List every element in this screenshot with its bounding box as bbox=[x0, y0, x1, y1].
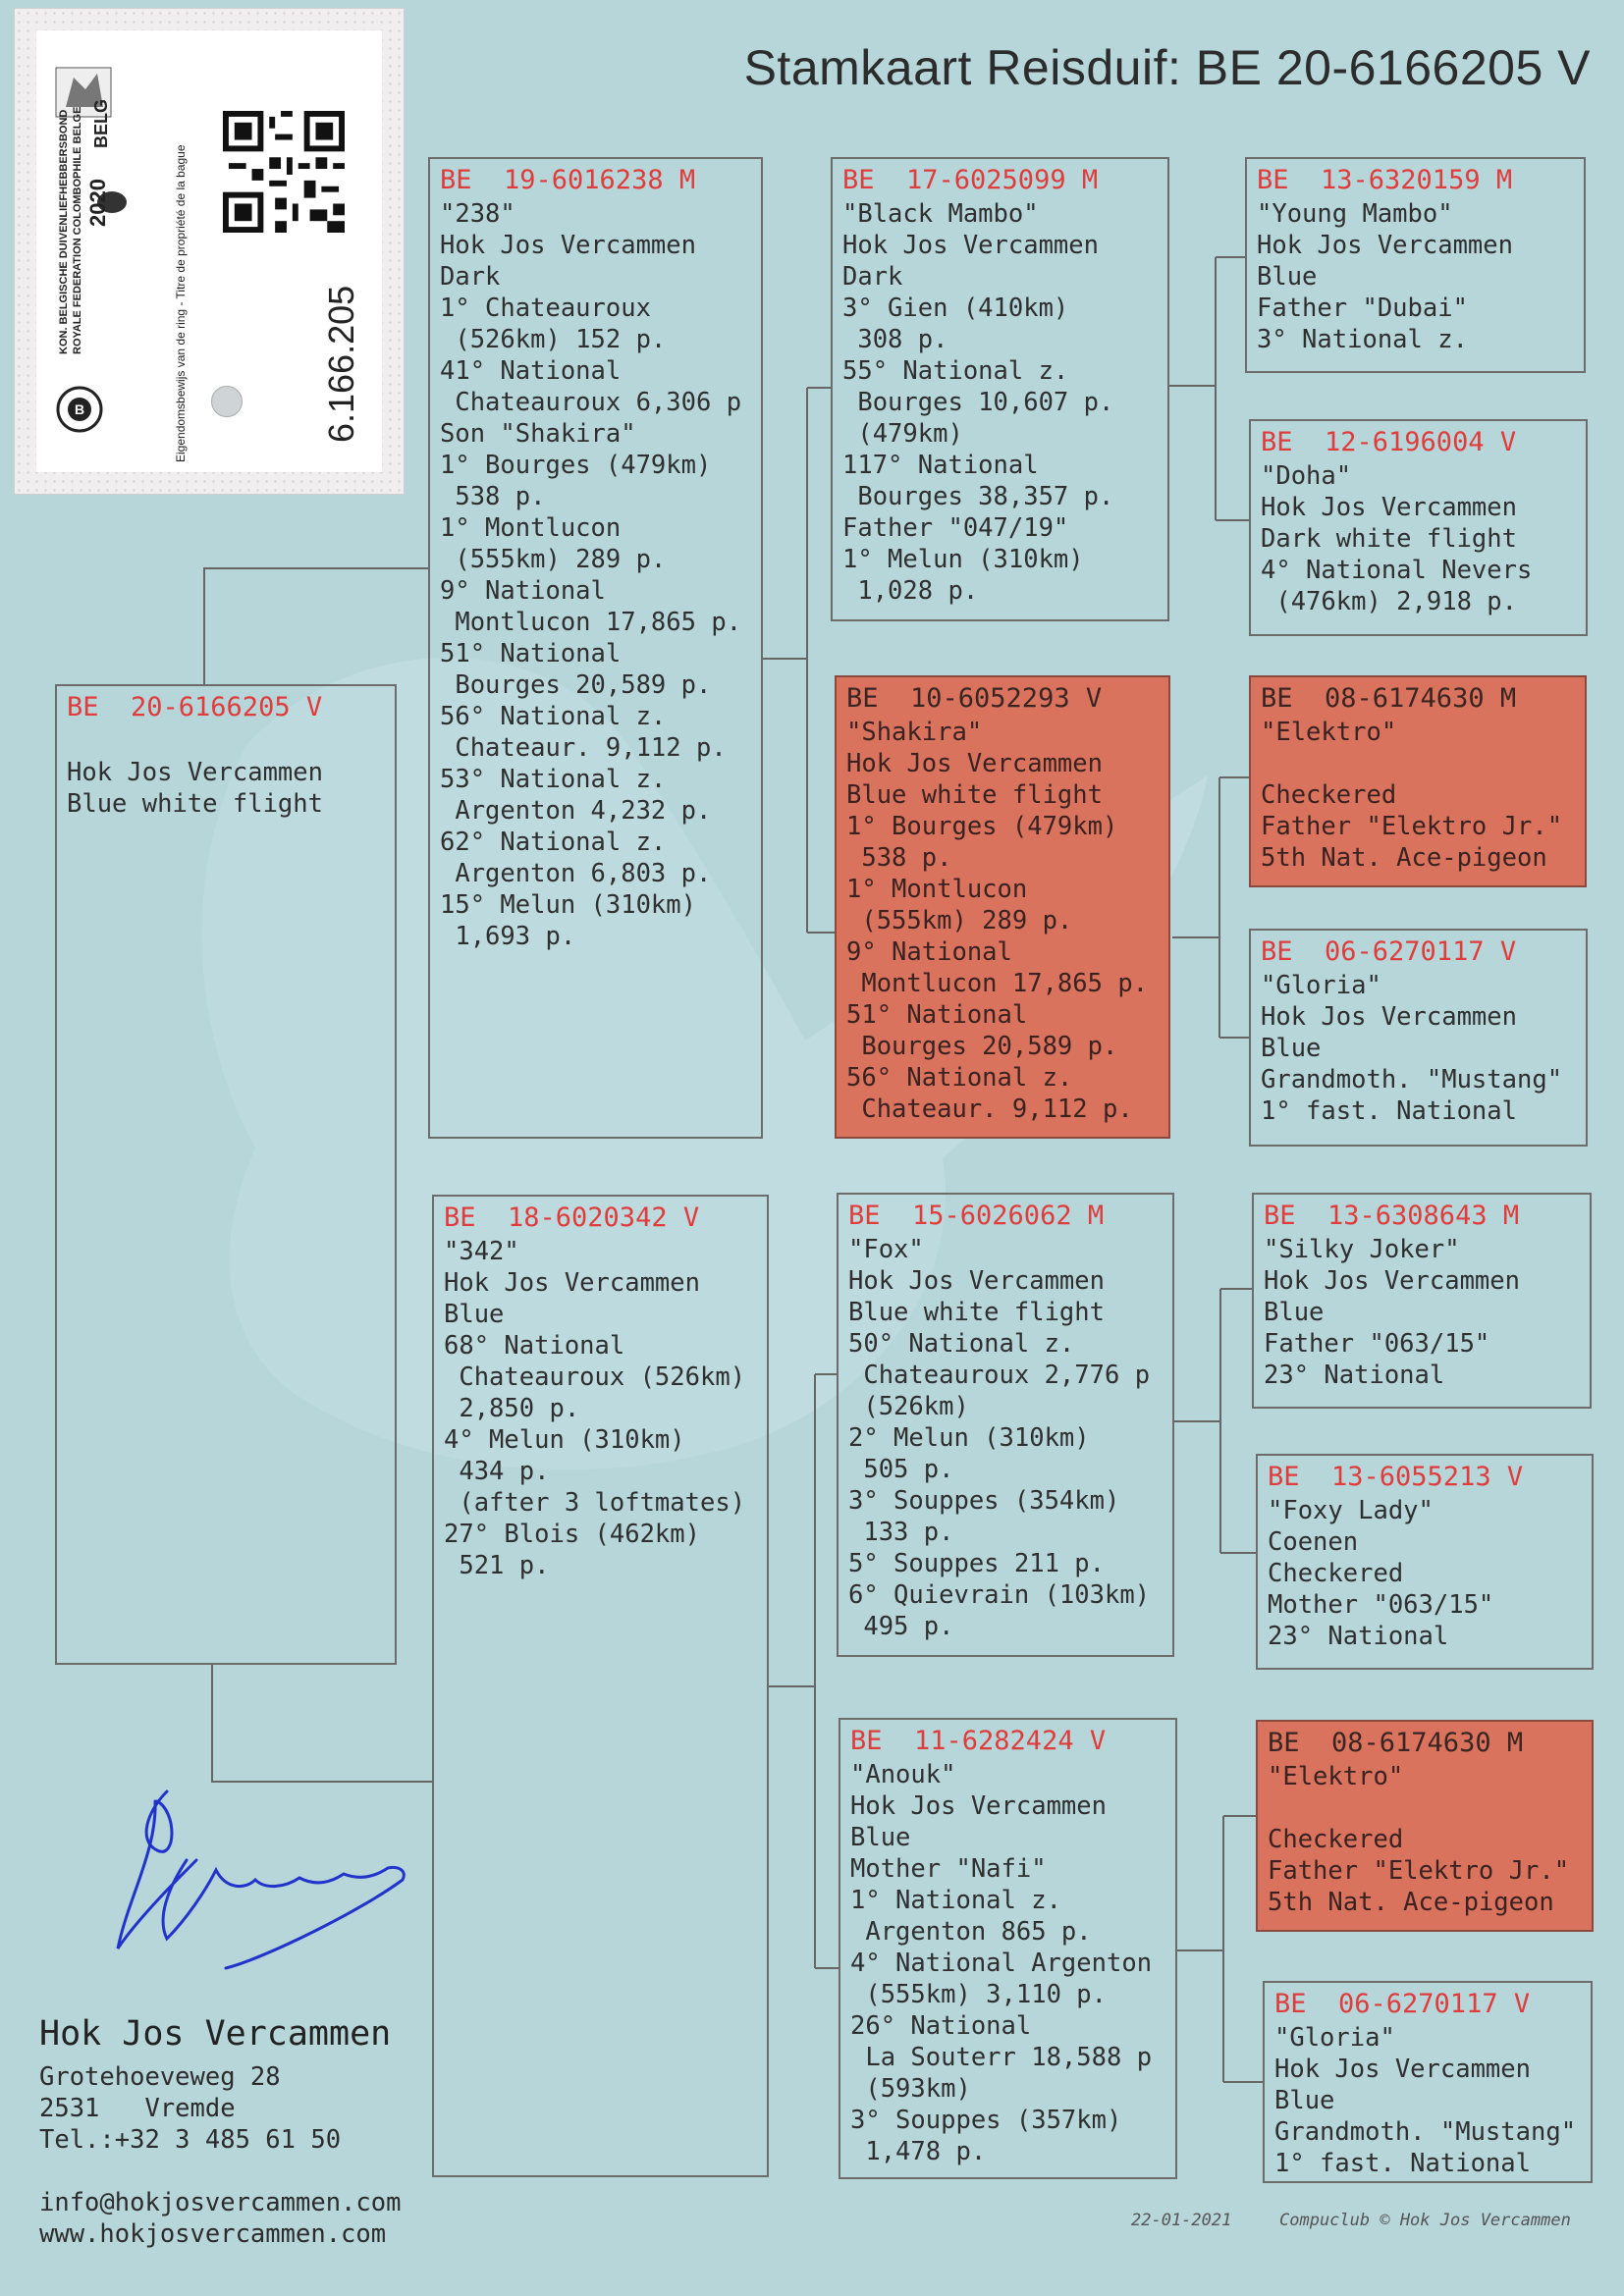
ring-certificate-card bbox=[36, 30, 382, 472]
pigeon-info-line: 51° National bbox=[440, 639, 622, 668]
pigeon-card-fmm bbox=[1249, 929, 1588, 1147]
pigeon-name: "Elektro" bbox=[1261, 718, 1397, 747]
pigeon-info-line: Chateaur. 9,112 p. bbox=[846, 1095, 1133, 1124]
pigeon-info-line: 51° National bbox=[846, 1000, 1028, 1030]
pigeon-info-line: 6° Quievrain (103km) bbox=[848, 1580, 1151, 1610]
federation-name-fr: ROYALE FEDERATION COLOMBOPHILE BELGE bbox=[72, 106, 83, 354]
pigeon-info-line: 1,028 p. bbox=[842, 576, 979, 606]
pigeon-info-line: Grandmoth. "Mustang" bbox=[1261, 1065, 1563, 1095]
pigeon-name: "Anouk" bbox=[850, 1760, 956, 1789]
pigeon-info-line: Blue white flight bbox=[67, 789, 323, 819]
pigeon-name: "Gloria" bbox=[1261, 971, 1381, 1000]
pigeon-info-line: 68° National bbox=[444, 1331, 625, 1361]
ring-number: BE 15-6026062 M bbox=[848, 1201, 1105, 1231]
pigeon-card-fff bbox=[1245, 157, 1586, 373]
pigeon-info-line: Chateauroux (526km) bbox=[444, 1362, 746, 1392]
pigeon-info-line: Checkered bbox=[1261, 780, 1397, 810]
pigeon-info-line: Hok Jos Vercammen bbox=[850, 1791, 1107, 1821]
pigeon-info-line: Hok Jos Vercammen bbox=[440, 231, 696, 260]
ring-certificate-tag bbox=[14, 8, 405, 495]
pigeon-info-line: Hok Jos Vercammen bbox=[842, 231, 1099, 260]
pigeon-info-line: Blue bbox=[1261, 1034, 1322, 1063]
pigeon-info-line: 117° National bbox=[842, 451, 1039, 480]
pigeon-info-line: Hok Jos Vercammen bbox=[1261, 493, 1517, 522]
pigeon-card-father bbox=[428, 157, 763, 1139]
pigeon-info-line: Grandmoth. "Mustang" bbox=[1274, 2117, 1577, 2147]
ring-number: BE 13-6308643 M bbox=[1264, 1201, 1520, 1231]
pigeon-info-line: Father "047/19" bbox=[842, 513, 1069, 543]
pigeon-info-line: Blue bbox=[444, 1300, 505, 1329]
pigeon-card-subject bbox=[55, 684, 397, 1665]
ring-year: 2020 bbox=[85, 179, 110, 227]
pigeon-info-line: 9° National bbox=[440, 576, 606, 606]
pigeon-info-line: Hok Jos Vercammen bbox=[444, 1268, 700, 1298]
pigeon-info-line: 495 p. bbox=[848, 1612, 954, 1641]
pigeon-info-line: 53° National z. bbox=[440, 765, 667, 794]
pigeon-info-line: 1° National z. bbox=[850, 1886, 1061, 1915]
pigeon-info-line: (526km) bbox=[848, 1392, 969, 1421]
pigeon-info-line: Hok Jos Vercammen bbox=[1261, 1002, 1517, 1032]
pigeon-info-line: Blue bbox=[850, 1823, 911, 1852]
pigeon-info-line: Blue bbox=[1274, 2086, 1335, 2115]
pigeon-info-line: 1° Melun (310km) bbox=[842, 545, 1084, 574]
pigeon-info-line: Argenton 4,232 p. bbox=[440, 796, 712, 826]
pigeon-info-line: Dark bbox=[842, 262, 903, 292]
pigeon-info-line: 5th Nat. Ace-pigeon bbox=[1268, 1888, 1554, 1917]
pigeon-info-line: 1° fast. National bbox=[1274, 2149, 1531, 2178]
pigeon-info-line: Father "Elektro Jr." bbox=[1268, 1856, 1570, 1886]
pigeon-info-line: (479km) bbox=[842, 419, 963, 449]
pigeon-info-line: 133 p. bbox=[848, 1518, 954, 1547]
pigeon-info-line: Chateaur. 9,112 p. bbox=[440, 733, 727, 763]
pigeon-info-line: 308 p. bbox=[842, 325, 948, 354]
pigeon-info-line: 23° National bbox=[1268, 1622, 1449, 1651]
pigeon-info-line: Argenton 865 p. bbox=[850, 1917, 1092, 1947]
pigeon-info-line: 1° Bourges (479km) bbox=[440, 451, 712, 480]
pigeon-name: "342" bbox=[444, 1237, 519, 1266]
handwritten-signature bbox=[108, 1772, 422, 1978]
pigeon-info-line: Chateauroux 6,306 p bbox=[440, 388, 742, 417]
pigeon-info-line: Montlucon 17,865 p. bbox=[440, 608, 742, 637]
pigeon-info-line: 27° Blois (462km) bbox=[444, 1520, 700, 1549]
pigeon-info-line: 4° National Nevers bbox=[1261, 556, 1533, 585]
pigeon-info-line: Dark white flight bbox=[1261, 524, 1517, 554]
ring-number: BE 20-6166205 V bbox=[67, 692, 323, 722]
ring-number: BE 06-6270117 V bbox=[1274, 1989, 1531, 2019]
pigeon-name: "Doha" bbox=[1261, 461, 1352, 491]
pigeon-name: "Foxy Lady" bbox=[1268, 1496, 1434, 1525]
pigeon-info-line: 1,693 p. bbox=[440, 922, 576, 951]
pigeon-info-line: Mother "Nafi" bbox=[850, 1854, 1047, 1884]
pigeon-info-line: 505 p. bbox=[848, 1455, 954, 1484]
pigeon-info-line: Hok Jos Vercammen bbox=[848, 1266, 1105, 1296]
ring-number: BE 13-6055213 V bbox=[1268, 1462, 1524, 1492]
pigeon-info-line: (476km) 2,918 p. bbox=[1261, 587, 1517, 616]
pigeon-info-line bbox=[67, 725, 389, 757]
pigeon-card-mf bbox=[837, 1193, 1174, 1657]
pigeon-info-line: Dark bbox=[440, 262, 501, 292]
pigeon-card-ff bbox=[831, 157, 1169, 621]
pigeon-name: "Fox" bbox=[848, 1235, 924, 1264]
ring-number: BE 17-6025099 M bbox=[842, 165, 1099, 195]
pigeon-info-line: 4° National Argenton bbox=[850, 1949, 1153, 1978]
ring-number: BE 10-6052293 V bbox=[846, 683, 1103, 714]
breeder-city: 2531 Vremde bbox=[39, 2094, 236, 2123]
pigeon-info-line: La Souterr 18,588 p bbox=[850, 2043, 1153, 2072]
pigeon-info-line: (526km) 152 p. bbox=[440, 325, 667, 354]
pigeon-info-line: 2° Melun (310km) bbox=[848, 1423, 1090, 1453]
pigeon-info-line: 4° Melun (310km) bbox=[444, 1425, 685, 1455]
ring-number: BE 19-6016238 M bbox=[440, 165, 696, 195]
pigeon-info-line: 9° National bbox=[846, 937, 1012, 967]
pigeon-info-line: (555km) 289 p. bbox=[846, 906, 1073, 935]
pigeon-info-line: Blue bbox=[1264, 1298, 1325, 1327]
pigeon-card-fmf bbox=[1249, 675, 1587, 887]
pigeon-info-line: 3° Souppes (354km) bbox=[848, 1486, 1120, 1516]
pigeon-info-line: (after 3 loftmates) bbox=[444, 1488, 746, 1518]
pigeon-info-line: 3° Gien (410km) bbox=[842, 294, 1069, 323]
pigeon-name: "Young Mambo" bbox=[1257, 199, 1453, 229]
pigeon-info-line: 1° Bourges (479km) bbox=[846, 812, 1118, 841]
pigeon-card-mother bbox=[432, 1195, 769, 2177]
breeder-phone: Tel.:+32 3 485 61 50 bbox=[39, 2125, 342, 2155]
pigeon-card-mmm bbox=[1263, 1981, 1593, 2183]
breeder-online bbox=[39, 2187, 401, 2250]
pigeon-name: "238" bbox=[440, 199, 515, 229]
pigeon-card-mm bbox=[839, 1718, 1177, 2179]
pigeon-info-line: 15° Melun (310km) bbox=[440, 890, 696, 920]
footer-credit: Compuclub © Hok Jos Vercammen bbox=[1279, 2211, 1571, 2230]
pigeon-info-line: 538 p. bbox=[440, 482, 546, 511]
pigeon-info-line: 1° fast. National bbox=[1261, 1096, 1517, 1126]
ring-number: BE 13-6320159 M bbox=[1257, 165, 1513, 195]
ring-number: BE 11-6282424 V bbox=[850, 1726, 1107, 1756]
ring-number: BE 06-6270117 V bbox=[1261, 936, 1517, 967]
pigeon-info-line: 1° Chateauroux bbox=[440, 294, 651, 323]
pigeon-info-line: 1° Montlucon bbox=[440, 513, 622, 543]
pigeon-info-line: Hok Jos Vercammen bbox=[67, 758, 323, 787]
pigeon-info-line: Bourges 10,607 p. bbox=[842, 388, 1114, 417]
pigeon-info-line: Hok Jos Vercammen bbox=[1257, 231, 1513, 260]
ring-country: BELG bbox=[91, 98, 111, 148]
pigeon-name: "Silky Joker" bbox=[1264, 1235, 1460, 1264]
pigeon-info-line bbox=[1268, 1792, 1586, 1824]
pigeon-info-line: 2,850 p. bbox=[444, 1394, 580, 1423]
pigeon-info-line: Bourges 38,357 p. bbox=[842, 482, 1114, 511]
pigeon-info-line: 1° Montlucon bbox=[846, 875, 1028, 904]
pigeon-info-line: Chateauroux 2,776 p bbox=[848, 1361, 1151, 1390]
pigeon-info-line: (555km) 289 p. bbox=[440, 545, 667, 574]
pigeon-info-line: Coenen bbox=[1268, 1527, 1359, 1557]
pigeon-info-line: 41° National bbox=[440, 356, 622, 386]
federation-name-nl: KON. BELGISCHE DUIVENLIEFHEBBERSBOND bbox=[58, 109, 70, 354]
federation-logo-icon bbox=[54, 384, 105, 435]
pigeon-info-line: Hok Jos Vercammen bbox=[1274, 2055, 1531, 2084]
pigeon-card-fm bbox=[835, 675, 1170, 1139]
pigeon-info-line: 62° National z. bbox=[440, 828, 667, 857]
pigeon-info-line: 50° National z. bbox=[848, 1329, 1075, 1359]
qr-code bbox=[223, 111, 345, 233]
pigeon-info-line: Blue bbox=[1257, 262, 1318, 292]
pigeon-info-line: 56° National z. bbox=[440, 702, 667, 731]
tag-punch-hole bbox=[211, 386, 243, 417]
pigeon-name: "Gloria" bbox=[1274, 2023, 1395, 2053]
pigeon-info-line: (593km) bbox=[850, 2074, 971, 2104]
pigeon-card-mff bbox=[1252, 1193, 1592, 1409]
pigeon-name: "Elektro" bbox=[1268, 1762, 1404, 1791]
pigeon-card-ffm bbox=[1249, 419, 1588, 636]
pigeon-info-line: Mother "063/15" bbox=[1268, 1590, 1494, 1620]
ring-number: BE 08-6174630 M bbox=[1261, 683, 1517, 714]
ring-tag-number: 6.166.205 bbox=[321, 285, 361, 443]
pigeon-info-line: 5th Nat. Ace-pigeon bbox=[1261, 843, 1547, 873]
svg-text:B: B bbox=[74, 401, 85, 417]
pigeon-info-line: Argenton 6,803 p. bbox=[440, 859, 712, 888]
breeder-website: www.hokjosvercammen.com bbox=[39, 2219, 387, 2249]
ring-caption: Eigendomsbewijs van de ring - Titre de propriété de la bague bbox=[174, 144, 188, 462]
pigeon-info-line: 23° National bbox=[1264, 1361, 1445, 1390]
pigeon-info-line: Father "Dubai" bbox=[1257, 294, 1468, 323]
pigeon-info-line: 55° National z. bbox=[842, 356, 1069, 386]
ring-number: BE 18-6020342 V bbox=[444, 1202, 700, 1233]
pigeon-name: "Black Mambo" bbox=[842, 199, 1039, 229]
pigeon-info-line: 521 p. bbox=[444, 1551, 550, 1580]
breeder-street: Grotehoeveweg 28 bbox=[39, 2062, 281, 2092]
pigeon-info-line: 1,478 p. bbox=[850, 2137, 987, 2166]
pigeon-info-line: 538 p. bbox=[846, 843, 952, 873]
pigeon-info-line: (555km) 3,110 p. bbox=[850, 1980, 1107, 2009]
breeder-name: Hok Jos Vercammen bbox=[39, 2014, 392, 2054]
pigeon-info-line: Checkered bbox=[1268, 1559, 1404, 1588]
breeder-contact bbox=[39, 2014, 391, 2156]
pigeon-info-line: 3° National z. bbox=[1257, 325, 1468, 354]
pigeon-info-line: 56° National z. bbox=[846, 1063, 1073, 1093]
pigeon-info-line: Son "Shakira" bbox=[440, 419, 636, 449]
ring-number: BE 12-6196004 V bbox=[1261, 427, 1517, 457]
pigeon-card-mmf bbox=[1256, 1720, 1594, 1932]
pigeon-info-line: Father "Elektro Jr." bbox=[1261, 812, 1563, 841]
pigeon-info-line: 434 p. bbox=[444, 1457, 550, 1486]
pigeon-info-line: Bourges 20,589 p. bbox=[846, 1032, 1118, 1061]
pigeon-info-line: 26° National bbox=[850, 2011, 1032, 2041]
pigeon-card-mfm bbox=[1256, 1454, 1594, 1670]
pigeon-info-line: Checkered bbox=[1268, 1825, 1404, 1854]
pigeon-info-line: Blue white flight bbox=[846, 780, 1103, 810]
page-title: Stamkaart Reisduif: BE 20-6166205 V bbox=[743, 40, 1591, 95]
pigeon-info-line: 5° Souppes 211 p. bbox=[848, 1549, 1105, 1578]
breeder-email: info@hokjosvercammen.com bbox=[39, 2188, 402, 2217]
pigeon-name: "Shakira" bbox=[846, 718, 983, 747]
pigeon-info-line: 3° Souppes (357km) bbox=[850, 2106, 1122, 2135]
pigeon-info-line: Hok Jos Vercammen bbox=[1264, 1266, 1520, 1296]
pigeon-info-line: Blue white flight bbox=[848, 1298, 1105, 1327]
pigeon-info-line: Montlucon 17,865 p. bbox=[846, 969, 1149, 998]
ring-number: BE 08-6174630 M bbox=[1268, 1728, 1524, 1758]
pigeon-info-line bbox=[1261, 748, 1579, 779]
pigeon-info-line: Hok Jos Vercammen bbox=[846, 749, 1103, 778]
print-date: 22-01-2021 bbox=[1131, 2211, 1232, 2230]
pigeon-info-line: Father "063/15" bbox=[1264, 1329, 1490, 1359]
pigeon-info-line: Bourges 20,589 p. bbox=[440, 670, 712, 700]
